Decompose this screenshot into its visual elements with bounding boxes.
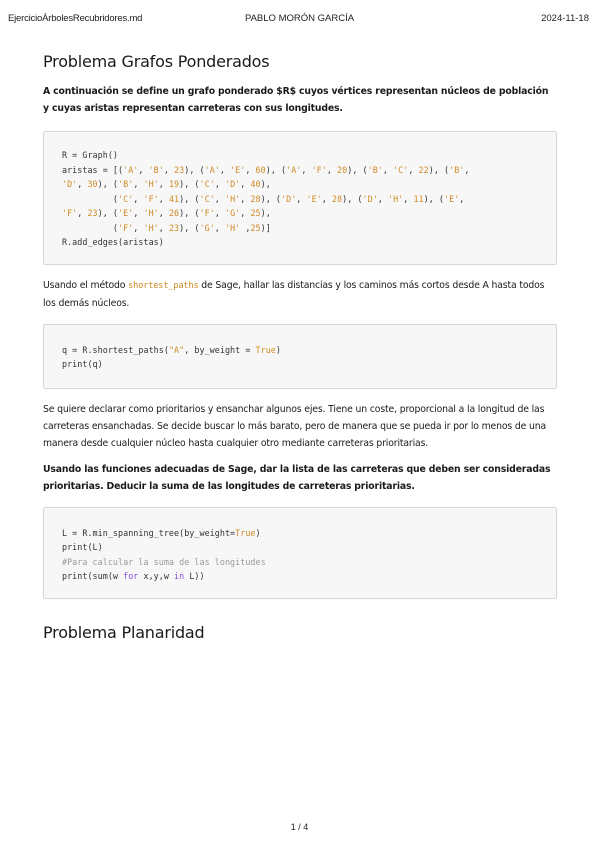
code-keyword: in: [174, 571, 185, 581]
code-line: print(q): [62, 359, 103, 369]
code-line: 'D', 30), ('B', 'H', 19), ('C', 'D', 40),: [62, 179, 271, 189]
page-number: 1 / 4: [290, 822, 309, 832]
code-block-shortest-paths[interactable]: [43, 324, 557, 389]
header-author: PABLO MORÓN GARCÍA: [244, 13, 355, 24]
header-filename: EjercicioÁrbolesRecubridores.md: [8, 13, 143, 24]
code-token: print(sum(w: [62, 571, 124, 581]
intro-paragraph: A continuación se define un grafo ponderado $R$ cuyos vértices representan núcleos de población y cuyas aristas representan carreteras con sus longitudes.: [43, 86, 549, 114]
code-line: [62, 526, 538, 541]
code-line: 'F', 23), ('E', 'H', 26), ('F', 'G', 25),: [62, 208, 271, 218]
code-line: ('C', 'F', 41), ('C', 'H', 28), ('D', 'E', 28), ('D', 'H', 11), ('E',: [62, 193, 465, 204]
section-title-planaridad: Problema Planaridad: [43, 622, 205, 642]
code-line: R.add_edges(aristas): [62, 237, 164, 247]
code-token: L = R.min_spanning_tree(by_weight=: [62, 527, 236, 538]
document-content: [43, 52, 557, 642]
code-token: ): [255, 527, 261, 538]
code-token: ): [275, 344, 281, 355]
code-line: R = Graph(): [62, 150, 119, 160]
para-text: Usando el método: [43, 279, 129, 291]
inline-code-shortest-paths: shortest_paths: [128, 280, 199, 291]
task-paragraph: Usando las funciones adecuadas de Sage, dar la lista de las carreteras que deben ser consideradas prioritarias. Deducir la suma de las longitudes de carreteras prioritarias.: [43, 463, 551, 492]
code-block-graph-definition[interactable]: [43, 131, 557, 265]
code-keyword: for: [123, 571, 139, 581]
code-line: ('F', 'H', 23), ('G', 'H' ,25)]: [62, 222, 271, 233]
code-keyword: True: [235, 527, 256, 538]
section-title-grafos-ponderados: Problema Grafos Ponderados: [43, 52, 270, 71]
code-comment: #Para calcular la suma de las longitudes: [62, 556, 266, 567]
code-string: "A": [168, 344, 185, 355]
code-line: [62, 343, 538, 358]
code-line-aristas: aristas = [('A', 'B', 23), ('A', 'E', 60), ('A', 'F', 20), ('B', 'C', 22), ('B',: [62, 164, 470, 175]
code-line: [62, 569, 538, 584]
code-token: , by_weight =: [184, 344, 256, 355]
code-token: L)): [184, 571, 205, 581]
code-line: print(L): [62, 542, 103, 552]
header-date: 2024-11-18: [541, 13, 589, 24]
shortest-paths-paragraph: [43, 277, 557, 312]
code-token: x,y,w: [138, 571, 175, 581]
page-header: [8, 13, 591, 27]
code-token: q = R.shortest_paths(: [62, 344, 169, 355]
priority-roads-paragraph: Se quiere declarar como prioritarios y ensanchar algunos ejes. Tiene un coste, proporcional a la longitud de las carreteras ensanchadas. Se decide buscar lo más barato, pero de manera que se pueda ir por lo menos de una manera desde cualquier núcleo hasta cualquier otro mediante carreteras prioritarias.: [43, 403, 547, 449]
code-block-min-spanning-tree[interactable]: [43, 507, 557, 599]
para-text: de Sage, hallar las distancias y los caminos más cortos desde A hasta todos los demás núcleos.: [43, 279, 545, 309]
code-keyword: True: [255, 344, 276, 355]
